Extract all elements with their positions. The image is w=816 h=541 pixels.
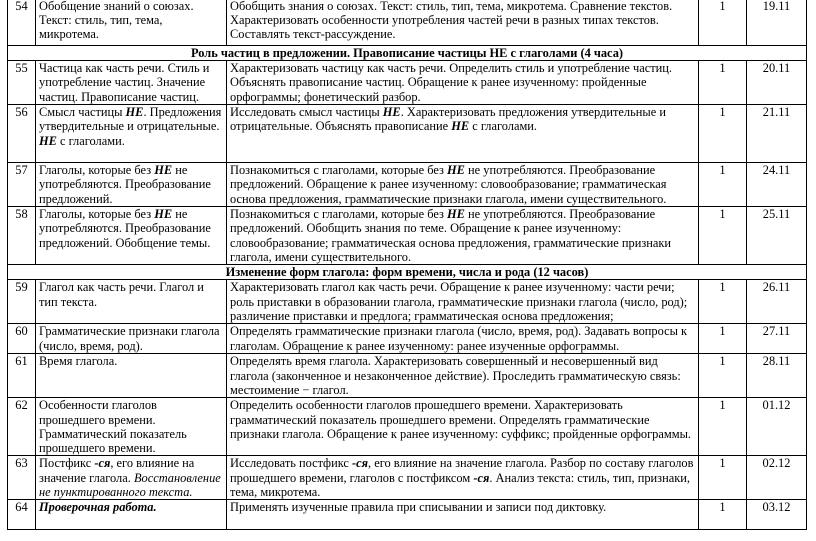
lesson-date: 19.11: [747, 0, 807, 46]
lesson-hours: 1: [699, 61, 747, 105]
lesson-hours: 1: [699, 354, 747, 398]
table-row: [8, 500, 807, 530]
lesson-number: 59: [8, 280, 36, 324]
lesson-number: 57: [8, 163, 36, 207]
lesson-activity: Исследовать постфикс -ся, его влияние на значение глагола. Разбор по составу глаголов прошедшего времени, глаголов с постфиксом -ся. Анализ текста: стиль, тип, признаки, тема, микротема.: [227, 456, 699, 500]
lesson-hours: 1: [699, 0, 747, 46]
lesson-topic: Обобщение знаний о союзах. Текст: стиль, тип, тема, микротема.: [36, 0, 227, 46]
lesson-date: 28.11: [747, 354, 807, 398]
lesson-topic: Грамматические признаки глагола (число, время, род).: [36, 324, 227, 354]
lesson-topic: Время глагола.: [36, 354, 227, 398]
lesson-hours: 1: [699, 163, 747, 207]
section-row: [8, 46, 807, 61]
table-row: [8, 105, 807, 163]
lesson-number: 63: [8, 456, 36, 500]
lesson-date: 01.12: [747, 398, 807, 456]
table-row: [8, 354, 807, 398]
lesson-date: 27.11: [747, 324, 807, 354]
table-row: [8, 398, 807, 456]
lesson-hours: 1: [699, 280, 747, 324]
lesson-number: 58: [8, 207, 36, 265]
lesson-date: 02.12: [747, 456, 807, 500]
lesson-topic: Постфикс -ся, его влияние на значение глагола. Восстановление не пунктированного текста.: [36, 456, 227, 500]
lesson-topic: Частица как часть речи. Стиль и употребление частиц. Значение частиц. Правописание частиц.: [36, 61, 227, 105]
lesson-topic: Смысл частицы НЕ. Предложения утвердительные и отрицательные. НЕ с глаголами.: [36, 105, 227, 163]
lesson-number: 60: [8, 324, 36, 354]
lesson-plan-table: [7, 0, 807, 530]
lesson-activity: Обобщить знания о союзах. Текст: стиль, тип, тема, микротема. Сравнение текстов. Характеризовать особенности употребления частей речи в разных типах текстов. Составлять текст-рассуждение.: [227, 0, 699, 46]
table-row: [8, 280, 807, 324]
lesson-number: 61: [8, 354, 36, 398]
section-title: Изменение форм глагола: форм времени, числа и рода (12 часов): [8, 265, 807, 280]
lesson-activity: Познакомиться с глаголами, которые без НЕ не употребляются. Преобразование предложений. Обращение к ранее изученному: словообразование; грамматическая основа предложения, грамматические признаки глагола, имени существительного.: [227, 163, 699, 207]
lesson-activity: Определять грамматические признаки глагола (число, время, род). Задавать вопросы к глаголам. Обращение к ранее изученному: ранее изученные орфограммы.: [227, 324, 699, 354]
table-row: [8, 163, 807, 207]
lesson-topic: Глагол как часть речи. Глагол и тип текста.: [36, 280, 227, 324]
table-row: [8, 61, 807, 105]
lesson-topic: Глаголы, которые без НЕ не употребляются. Преобразование предложений.: [36, 163, 227, 207]
lesson-activity: Определять время глагола. Характеризовать совершенный и несовершенный вид глагола (законченное и незаконченное действие). Проследить грамматическую связь: местоимение − глагол.: [227, 354, 699, 398]
lesson-number: 62: [8, 398, 36, 456]
lesson-date: 26.11: [747, 280, 807, 324]
lesson-hours: 1: [699, 207, 747, 265]
lesson-number: 55: [8, 61, 36, 105]
lesson-number: 64: [8, 500, 36, 530]
lesson-hours: 1: [699, 398, 747, 456]
section-row: [8, 265, 807, 280]
lesson-activity: Познакомиться с глаголами, которые без НЕ не употребляются. Преобразование предложений. Обобщить знания по теме. Обращение к ранее изученному: словообразование; грамматическая основа предложения, грамматические признаки глагола, имени существительного.: [227, 207, 699, 265]
table-row: [8, 456, 807, 500]
lesson-hours: 1: [699, 500, 747, 530]
lesson-topic: Особенности глаголов прошедшего времени. Грамматический показатель прошедшего времени.: [36, 398, 227, 456]
lesson-date: 21.11: [747, 105, 807, 163]
lesson-activity: Характеризовать глагол как часть речи. Обращение к ранее изученному: части речи; роль приставки в образовании глагола, грамматические признаки глагола (число, род); различение приставки и предлога; грамматическая основа предложения;: [227, 280, 699, 324]
section-title: Роль частиц в предложении. Правописание частицы НЕ с глаголами (4 часа): [8, 46, 807, 61]
lesson-date: 24.11: [747, 163, 807, 207]
lesson-date: 20.11: [747, 61, 807, 105]
lesson-topic: Проверочная работа.: [36, 500, 227, 530]
lesson-number: 56: [8, 105, 36, 163]
table-row: [8, 324, 807, 354]
lesson-hours: 1: [699, 324, 747, 354]
lesson-topic: Глаголы, которые без НЕ не употребляются. Преобразование предложений. Обобщение темы.: [36, 207, 227, 265]
lesson-date: 03.12: [747, 500, 807, 530]
lesson-date: 25.11: [747, 207, 807, 265]
lesson-hours: 1: [699, 456, 747, 500]
lesson-activity: Применять изученные правила при списывании и записи под диктовку.: [227, 500, 699, 530]
lesson-activity: Характеризовать частицу как часть речи. Определить стиль и употребление частиц. Объяснять правописание частиц. Обращение к ранее изученному: пройденные орфограммы; фонетический разбор.: [227, 61, 699, 105]
lesson-activity: Определить особенности глаголов прошедшего времени. Характеризовать грамматический показатель прошедшего времени. Определять грамматические признаки глагола. Обращение к ранее изученному: суффикс; пройденные орфограммы.: [227, 398, 699, 456]
table-row: [8, 0, 807, 46]
lesson-activity: Исследовать смысл частицы НЕ. Характеризовать предложения утвердительные и отрицательные. Объяснять правописание НЕ с глаголами.: [227, 105, 699, 163]
lesson-hours: 1: [699, 105, 747, 163]
lesson-number: 54: [8, 0, 36, 46]
table-row: [8, 207, 807, 265]
